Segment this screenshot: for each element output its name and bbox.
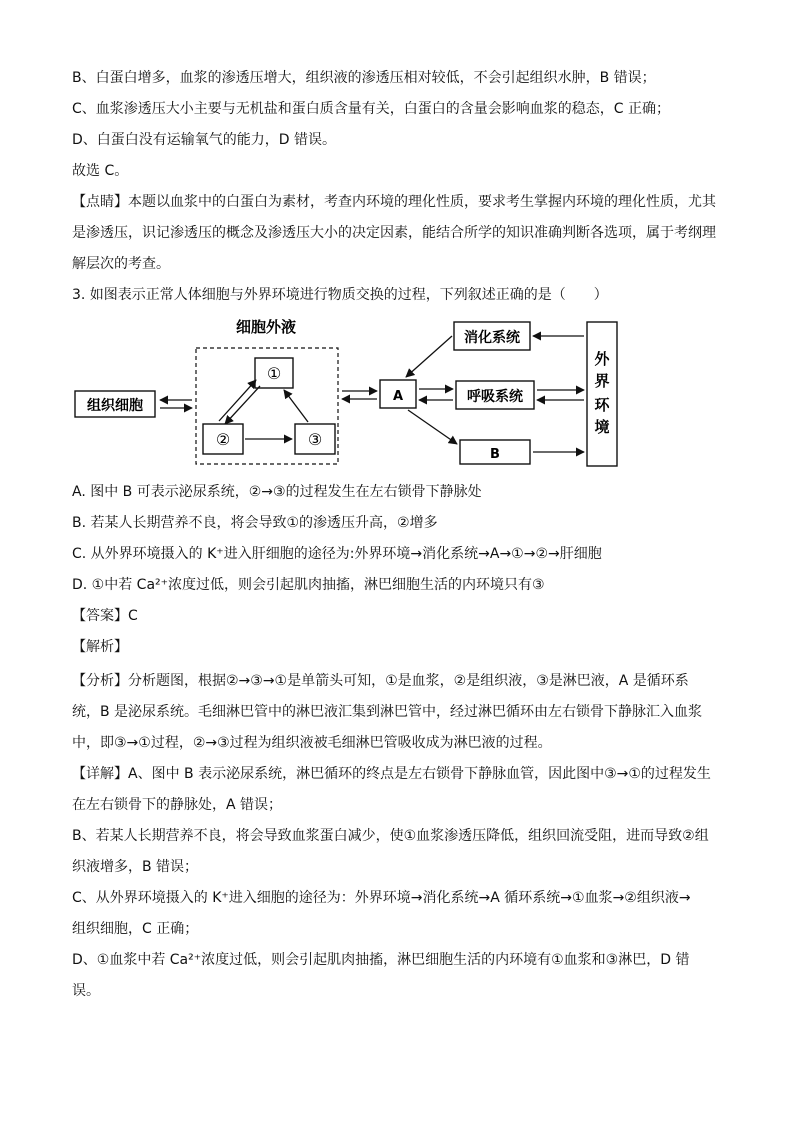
analysis-heading: 【解析】	[72, 639, 128, 655]
text-line: 统，B 是泌尿系统。毛细淋巴管中的淋巴液汇集到淋巴管中，经过淋巴循环由左右锁骨下静脉汇入血浆	[72, 704, 703, 720]
option-c: C. 从外界环境摄入的 K⁺进入肝细胞的途径为:外界环境→消化系统→A→①→②→肝细胞	[72, 546, 602, 562]
tissue-cell-label: 组织细胞	[87, 398, 143, 414]
text-line: 【详解】A、图中 B 表示泌尿系统，淋巴循环的终点是左右锁骨下静脉血管，因此图中③→①的过程发生	[72, 766, 711, 782]
text-line: D、①血浆中若 Ca²⁺浓度过低，则会引起肌肉抽搐，淋巴细胞生活的内环境有①血浆和③淋巴，D 错	[72, 952, 690, 968]
text-line: 织液增多，B 错误；	[72, 859, 199, 875]
option-d: D. ①中若 Ca²⁺浓度过低，则会引起肌肉抽搐，淋巴细胞生活的内环境只有③	[72, 577, 545, 593]
text-line: D、白蛋白没有运输氧气的能力，D 错误。	[72, 132, 337, 148]
text-line: 误。	[72, 983, 100, 999]
text-line: 组织细胞，C 正确；	[72, 921, 199, 937]
option-a: A. 图中 B 可表示泌尿系统，②→③的过程发生在左右锁骨下静脉处	[72, 484, 482, 500]
external-environment-box	[587, 322, 617, 466]
text-line: B、若某人长期营养不良，将会导致血浆蛋白减少，使①血浆渗透压降低，组织回流受阻，进而导致②组	[72, 828, 709, 844]
text-line: 是渗透压，识记渗透压的概念及渗透压大小的决定因素，能结合所学的知识准确判断各选项，属于考纲理	[72, 225, 716, 241]
body-fluid-exchange-diagram	[70, 314, 630, 474]
text-line: 解层次的考查。	[72, 256, 170, 272]
arrow	[284, 390, 308, 422]
arrow	[408, 410, 457, 444]
arrow	[406, 336, 452, 377]
text-line: 【分析】分析题图，根据②→③→①是单箭头可知，①是血浆，②是组织液，③是淋巴液，A 是循环系	[72, 673, 689, 689]
circulatory-system-label: A	[392, 389, 404, 404]
text-line: 中，即③→①过程，②→③过程为组织液被毛细淋巴管吸收成为淋巴液的过程。	[72, 735, 552, 751]
external-environment-char: 外	[594, 350, 610, 368]
option-b: B. 若某人长期营养不良，将会导致①的渗透压升高，②增多	[72, 515, 438, 531]
urinary-system-label: B	[490, 447, 500, 462]
tissue-fluid-label: ②	[215, 430, 231, 449]
question-stem: 3. 如图表示正常人体细胞与外界环境进行物质交换的过程，下列叙述正确的是（ ）	[72, 287, 608, 303]
digestive-system-label: 消化系统	[464, 330, 520, 346]
plasma-label: ①	[266, 364, 282, 383]
external-environment-char: 境	[594, 418, 610, 436]
answer-line: 【答案】C	[72, 608, 138, 624]
arrow	[225, 386, 260, 424]
arrow	[219, 380, 256, 421]
respiratory-system-label: 呼吸系统	[467, 389, 523, 405]
external-environment-char: 界	[594, 372, 610, 390]
text-line: B、白蛋白增多，血浆的渗透压增大，组织液的渗透压相对较低，不会引起组织水肿，B 错误；	[72, 70, 656, 86]
external-environment-char: 环	[594, 396, 610, 414]
text-line: 故选 C。	[72, 163, 129, 179]
extracellular-fluid-title: 细胞外液	[235, 318, 297, 336]
text-line: 在左右锁骨下的静脉处，A 错误；	[72, 797, 283, 813]
text-line: C、血浆渗透压大小主要与无机盐和蛋白质含量有关，白蛋白的含量会影响血浆的稳态，C 正确；	[72, 101, 670, 117]
text-line: 【点睛】本题以血浆中的白蛋白为素材，考查内环境的理化性质，要求考生掌握内环境的理化性质，尤其	[72, 194, 716, 210]
text-line: C、从外界环境摄入的 K⁺进入细胞的途径为：外界环境→消化系统→A 循环系统→①血浆→②组织液→	[72, 890, 691, 906]
lymph-label: ③	[307, 430, 323, 449]
